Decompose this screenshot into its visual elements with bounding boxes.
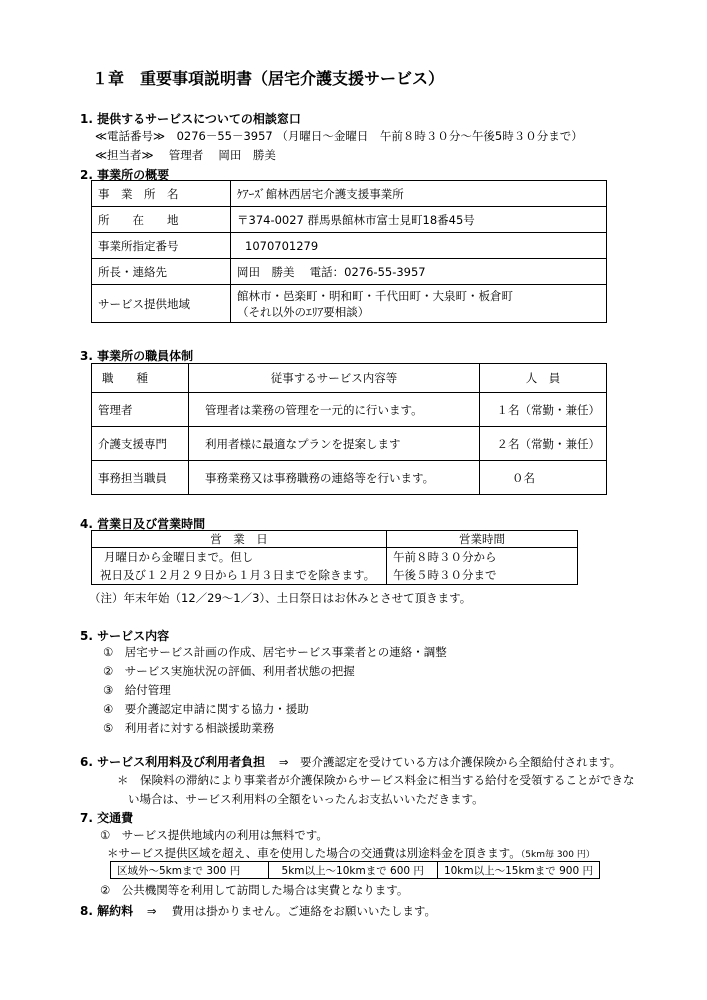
page-title: １章 重要事項説明書（居宅介護支援サービス） (92, 69, 445, 88)
transport-fee-rate: （5km毎 300 円） (520, 850, 595, 860)
table-row (92, 548, 578, 585)
table-row (92, 393, 607, 427)
staff-role: 事務担当職員 (92, 461, 189, 495)
office-row (92, 233, 607, 259)
office-value: 〒374-0027 群馬県館林市富士見町18番45号 (231, 207, 607, 233)
office-table (91, 180, 607, 323)
business-hours (387, 548, 578, 585)
office-label: 事 業 所 名 (92, 181, 231, 207)
staff-header-role: 職 種 (92, 364, 189, 393)
service-area-note: （それ以外のｴﾘｱ要相談） (237, 304, 370, 319)
hours-header-time: 営業時間 (387, 531, 578, 548)
hours-header-days: 営 業 日 (92, 531, 387, 548)
office-value (231, 285, 607, 323)
transport-free-note: ① サービス提供地域内の利用は無料です。 (100, 828, 328, 842)
list-item: ③ 給付管理 (103, 683, 171, 697)
business-days-line: 月曜日から金曜日まで。但し (104, 550, 254, 564)
staff-role: 介護支援専門 (92, 427, 189, 461)
business-days-exceptions: 祝日及び１２月２９日から１月３日までを除きます。 (100, 568, 376, 582)
service-area-line: 館林市・邑楽町・明和町・千代田町・大泉町・板倉町 (237, 288, 513, 303)
office-label: サービス提供地域 (92, 285, 231, 323)
business-hours-start: 午前８時３０分から (393, 550, 497, 564)
hours-header-row (92, 531, 578, 548)
section-5-heading: 5. サービス内容 (80, 629, 170, 643)
transport-fee-table (110, 861, 600, 879)
office-row (92, 181, 607, 207)
staff-desc: 事務業務又は事務職務の連絡等を行います。 (189, 461, 480, 495)
office-label: 所 在 地 (92, 207, 231, 233)
section-4-heading: 4. 営業日及び営業時間 (80, 517, 206, 531)
section-8-heading: 8. 解約料 (80, 904, 134, 918)
fee-statement: ⇒ 要介護認定を受けている方は介護保険から全額給付されます。 (278, 755, 622, 769)
transport-fee-note (107, 845, 595, 861)
staff-count: ０名 (480, 461, 607, 495)
staff-header-row (92, 364, 607, 393)
transport-fee-note-text: ＊サービス提供区域を超え、車を使用した場合の交通費は別途料金を頂きます。 (107, 846, 521, 860)
office-value: 岡田 勝美 電話：0276-55-3957 (231, 259, 607, 285)
office-row (92, 259, 607, 285)
section-8 (80, 902, 436, 919)
office-label: 事業所指定番号 (92, 233, 231, 259)
staff-role: 管理者 (92, 393, 189, 427)
fee-note-line2: い場合は、サービス利用料の全額をいったんお支払いいただきます。 (128, 792, 484, 806)
staff-header-count: 人 員 (480, 364, 607, 393)
section-6-heading: 6. サービス利用料及び利用者負担 (80, 755, 266, 769)
fee-cell: 10km以上～15kmまで 900 円 (437, 862, 599, 879)
cancellation-text: ⇒ 費用は掛かりません。ご連絡をお願いいたします。 (146, 904, 436, 918)
fee-cell: 5km以上～10kmまで 600 円 (268, 862, 437, 879)
office-value: ｹｱｰｽﾞ館林西居宅介護支援事業所 (231, 181, 607, 207)
staff-count: １名（常勤・兼任） (480, 393, 607, 427)
office-value: 1070701279 (231, 233, 607, 259)
list-item: ① 居宅サービス計画の作成、居宅サービス事業者との連絡・調整 (103, 645, 447, 659)
office-row (92, 207, 607, 233)
business-days (92, 548, 387, 585)
section-2-heading: 2. 事業所の概要 (80, 168, 170, 182)
staff-table (91, 363, 607, 495)
table-row (92, 461, 607, 495)
fee-note-line1: ＊ 保険料の滞納により事業者が介護保険からサービス料金に相当する給付を受領することができな (117, 773, 635, 787)
table-row (111, 862, 600, 879)
contact-person: ≪担当者≫ 管理者 岡田 勝美 (95, 148, 276, 162)
transport-public-note: ② 公共機関等を利用して訪問した場合は実費となります。 (100, 883, 409, 897)
staff-desc: 利用者様に最適なプランを提案します (189, 427, 480, 461)
office-label: 所長・連絡先 (92, 259, 231, 285)
hours-table (91, 530, 578, 585)
office-row (92, 285, 607, 323)
table-row (92, 427, 607, 461)
section-1-heading: 1. 提供するサービスについての相談窓口 (80, 112, 301, 126)
staff-count: ２名（常勤・兼任） (480, 427, 607, 461)
list-item: ④ 要介護認定申請に関する協力・援助 (103, 702, 309, 716)
section-7-heading: 7. 交通費 (80, 811, 134, 825)
fee-cell: 区域外～5kmまで 300 円 (111, 862, 269, 879)
holiday-note: （注）年末年始（12／29～1／3）、土日祭日はお休みとさせて頂きます。 (89, 591, 472, 605)
section-6 (80, 753, 621, 770)
contact-phone: ≪電話番号≫ 0276－55－3957 （月曜日～金曜日 午前８時３０分～午後5時３０分まで） (95, 129, 583, 143)
staff-header-desc: 従事するサービス内容等 (189, 364, 480, 393)
staff-desc: 管理者は業務の管理を一元的に行います。 (189, 393, 480, 427)
section-3-heading: 3. 事業所の職員体制 (80, 349, 194, 363)
list-item: ② サービス実施状況の評価、利用者状態の把握 (103, 664, 355, 678)
list-item: ⑤ 利用者に対する相談援助業務 (103, 721, 275, 735)
business-hours-end: 午後５時３０分まで (393, 568, 497, 582)
